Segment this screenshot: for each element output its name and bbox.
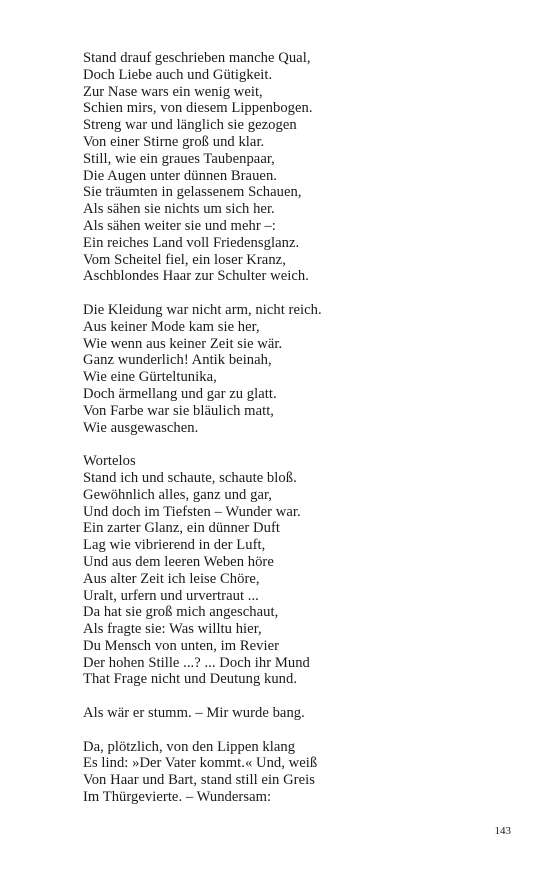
verse-line: Als wär er stumm. – Mir wurde bang. <box>83 705 305 722</box>
stanza <box>83 705 513 722</box>
verse-line: Die Kleidung war nicht arm, nicht reich. <box>83 301 322 318</box>
verse-line: Als sähen sie nichts um sich her. <box>83 201 275 218</box>
verse-line: Wie wenn aus keiner Zeit sie wär. <box>83 335 283 352</box>
verse-line: Als sähen weiter sie und mehr –: <box>83 217 276 234</box>
verse-line: Gewöhnlich alles, ganz und gar, <box>83 486 273 503</box>
verse-line: Doch ärmellang und gar zu glatt. <box>83 385 277 402</box>
verse-line: Ein zarter Glanz, ein dünner Duft <box>83 520 280 537</box>
stanza <box>83 50 513 285</box>
verse-line: Die Augen unter dünnen Brauen. <box>83 167 278 184</box>
verse-line: Stand ich und schaute, schaute bloß. <box>83 469 297 486</box>
verse-line: Lag wie vibrierend in der Luft, <box>83 537 266 554</box>
verse-line: Wortelos <box>83 453 136 470</box>
verse-line: Stand drauf geschrieben manche Qual, <box>83 50 311 66</box>
verse-line: Im Thürgevierte. – Wundersam: <box>83 789 272 806</box>
verse-line: Aus alter Zeit ich leise Chöre, <box>83 570 260 587</box>
stanza <box>83 302 513 436</box>
verse-line: Du Mensch von unten, im Revier <box>83 637 280 654</box>
verse-line: Da, plötzlich, von den Lippen klang <box>83 738 296 755</box>
verse-line: Von einer Stirne groß und klar. <box>83 133 265 150</box>
poem-text <box>83 50 513 806</box>
verse-line: Da hat sie groß mich angeschaut, <box>83 604 279 621</box>
verse-line: Streng war und länglich sie gezogen <box>83 117 297 134</box>
verse-line: Vom Scheitel fiel, ein loser Kranz, <box>83 251 286 268</box>
verse-line: Von Haar und Bart, stand still ein Greis <box>83 772 315 789</box>
verse-line: Sie träumten in gelassenem Schauen, <box>83 184 302 201</box>
verse-line: Uralt, urfern und urvertraut ... <box>83 587 259 604</box>
verse-line: That Frage nicht und Deutung kund. <box>83 671 298 688</box>
verse-line: Ein reiches Land voll Friedensglanz. <box>83 234 300 251</box>
verse-line: Aschblondes Haar zur Schulter weich. <box>83 268 309 285</box>
stanza <box>83 453 513 688</box>
verse-line: Wie ausgewaschen. <box>83 419 199 436</box>
verse-line: Von Farbe war sie bläulich matt, <box>83 402 275 419</box>
verse-line: Und aus dem leeren Weben höre <box>83 553 274 570</box>
verse-line: Wie eine Gürteltunika, <box>83 369 217 386</box>
verse-line: Zur Nase wars ein wenig weit, <box>83 83 263 100</box>
verse-line: Als fragte sie: Was willtu hier, <box>83 621 262 638</box>
verse-line: Aus keiner Mode kam sie her, <box>83 318 260 335</box>
verse-line: Still, wie ein graues Taubenpaar, <box>83 150 275 167</box>
verse-line: Der hohen Stille ...? ... Doch ihr Mund <box>83 654 310 671</box>
verse-line: Doch Liebe auch und Gütigkeit. <box>83 66 273 83</box>
page-number: 143 <box>494 825 511 837</box>
verse-line: Schien mirs, von diesem Lippenbogen. <box>83 100 313 117</box>
stanza <box>83 739 513 806</box>
verse-line: Es lind: »Der Vater kommt.« Und, weiß <box>83 755 318 772</box>
verse-line: Und doch im Tiefsten – Wunder war. <box>83 503 301 520</box>
verse-line: Ganz wunderlich! Antik beinah, <box>83 352 272 369</box>
